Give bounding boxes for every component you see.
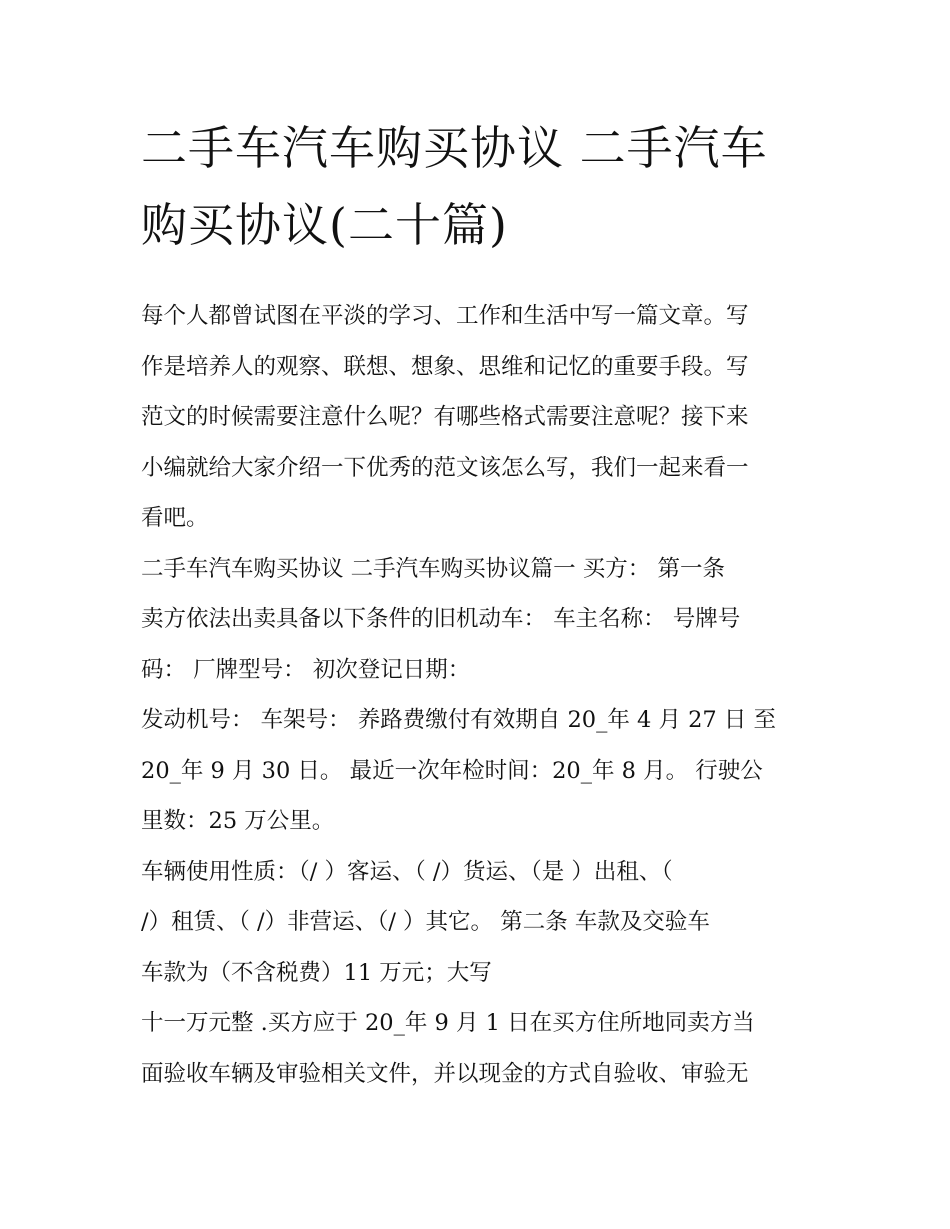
document-body xyxy=(141,291,813,1099)
body-line: 20_年 9 月 30 日。 最近一次年检时间：20_年 8 月。 行驶公 xyxy=(141,757,763,784)
body-line: 里数：25 万公里。 xyxy=(141,808,335,834)
body-line: 车辆使用性质：（/ ）客运、（ /）货运、（是 ）出租、（ xyxy=(141,858,673,885)
body-line: 发动机号： 车架号： 养路费缴付有效期自 20_年 4 月 27 日 至 xyxy=(141,707,777,733)
body-line: 十一万元整 .买方应于 20_年 9 月 1 日在买方住所地同卖方当 xyxy=(141,1010,755,1036)
body-line: /）租赁、（ /）非营运、（/ ）其它。 第二条 车款及交验车 xyxy=(141,909,710,935)
body-line: 范文的时候需要注意什么呢？有哪些格式需要注意呢？接下来 xyxy=(141,404,749,430)
body-line: 看吧。 xyxy=(141,505,209,531)
body-line: 卖方依法出卖具备以下条件的旧机动车： 车主名称： 号牌号 xyxy=(141,606,741,632)
body-line: 车款为（不含税费）11 万元；大写 xyxy=(141,959,492,986)
body-line: 码： 厂牌型号： 初次登记日期： xyxy=(141,656,471,683)
body-line: 小编就给大家介绍一下优秀的范文该怎么写，我们一起来看一 xyxy=(141,454,749,481)
document-title xyxy=(141,110,813,264)
body-line: 面验收车辆及审验相关文件，并以现金的方式自验收、审验无 xyxy=(141,1060,749,1087)
body-line: 每个人都曾试图在平淡的学习、工作和生活中写一篇文章。写 xyxy=(141,303,749,329)
title-line-1: 二手车汽车购买协议 二手汽车 xyxy=(141,121,768,175)
body-line: 作是培养人的观察、联想、想象、思维和记忆的重要手段。写 xyxy=(141,353,749,380)
body-line: 二手车汽车购买协议 二手汽车购买协议篇一 买方： 第一条 xyxy=(141,555,725,582)
document-page xyxy=(141,110,813,1099)
title-line-2: 购买协议(二十篇) xyxy=(141,198,508,252)
